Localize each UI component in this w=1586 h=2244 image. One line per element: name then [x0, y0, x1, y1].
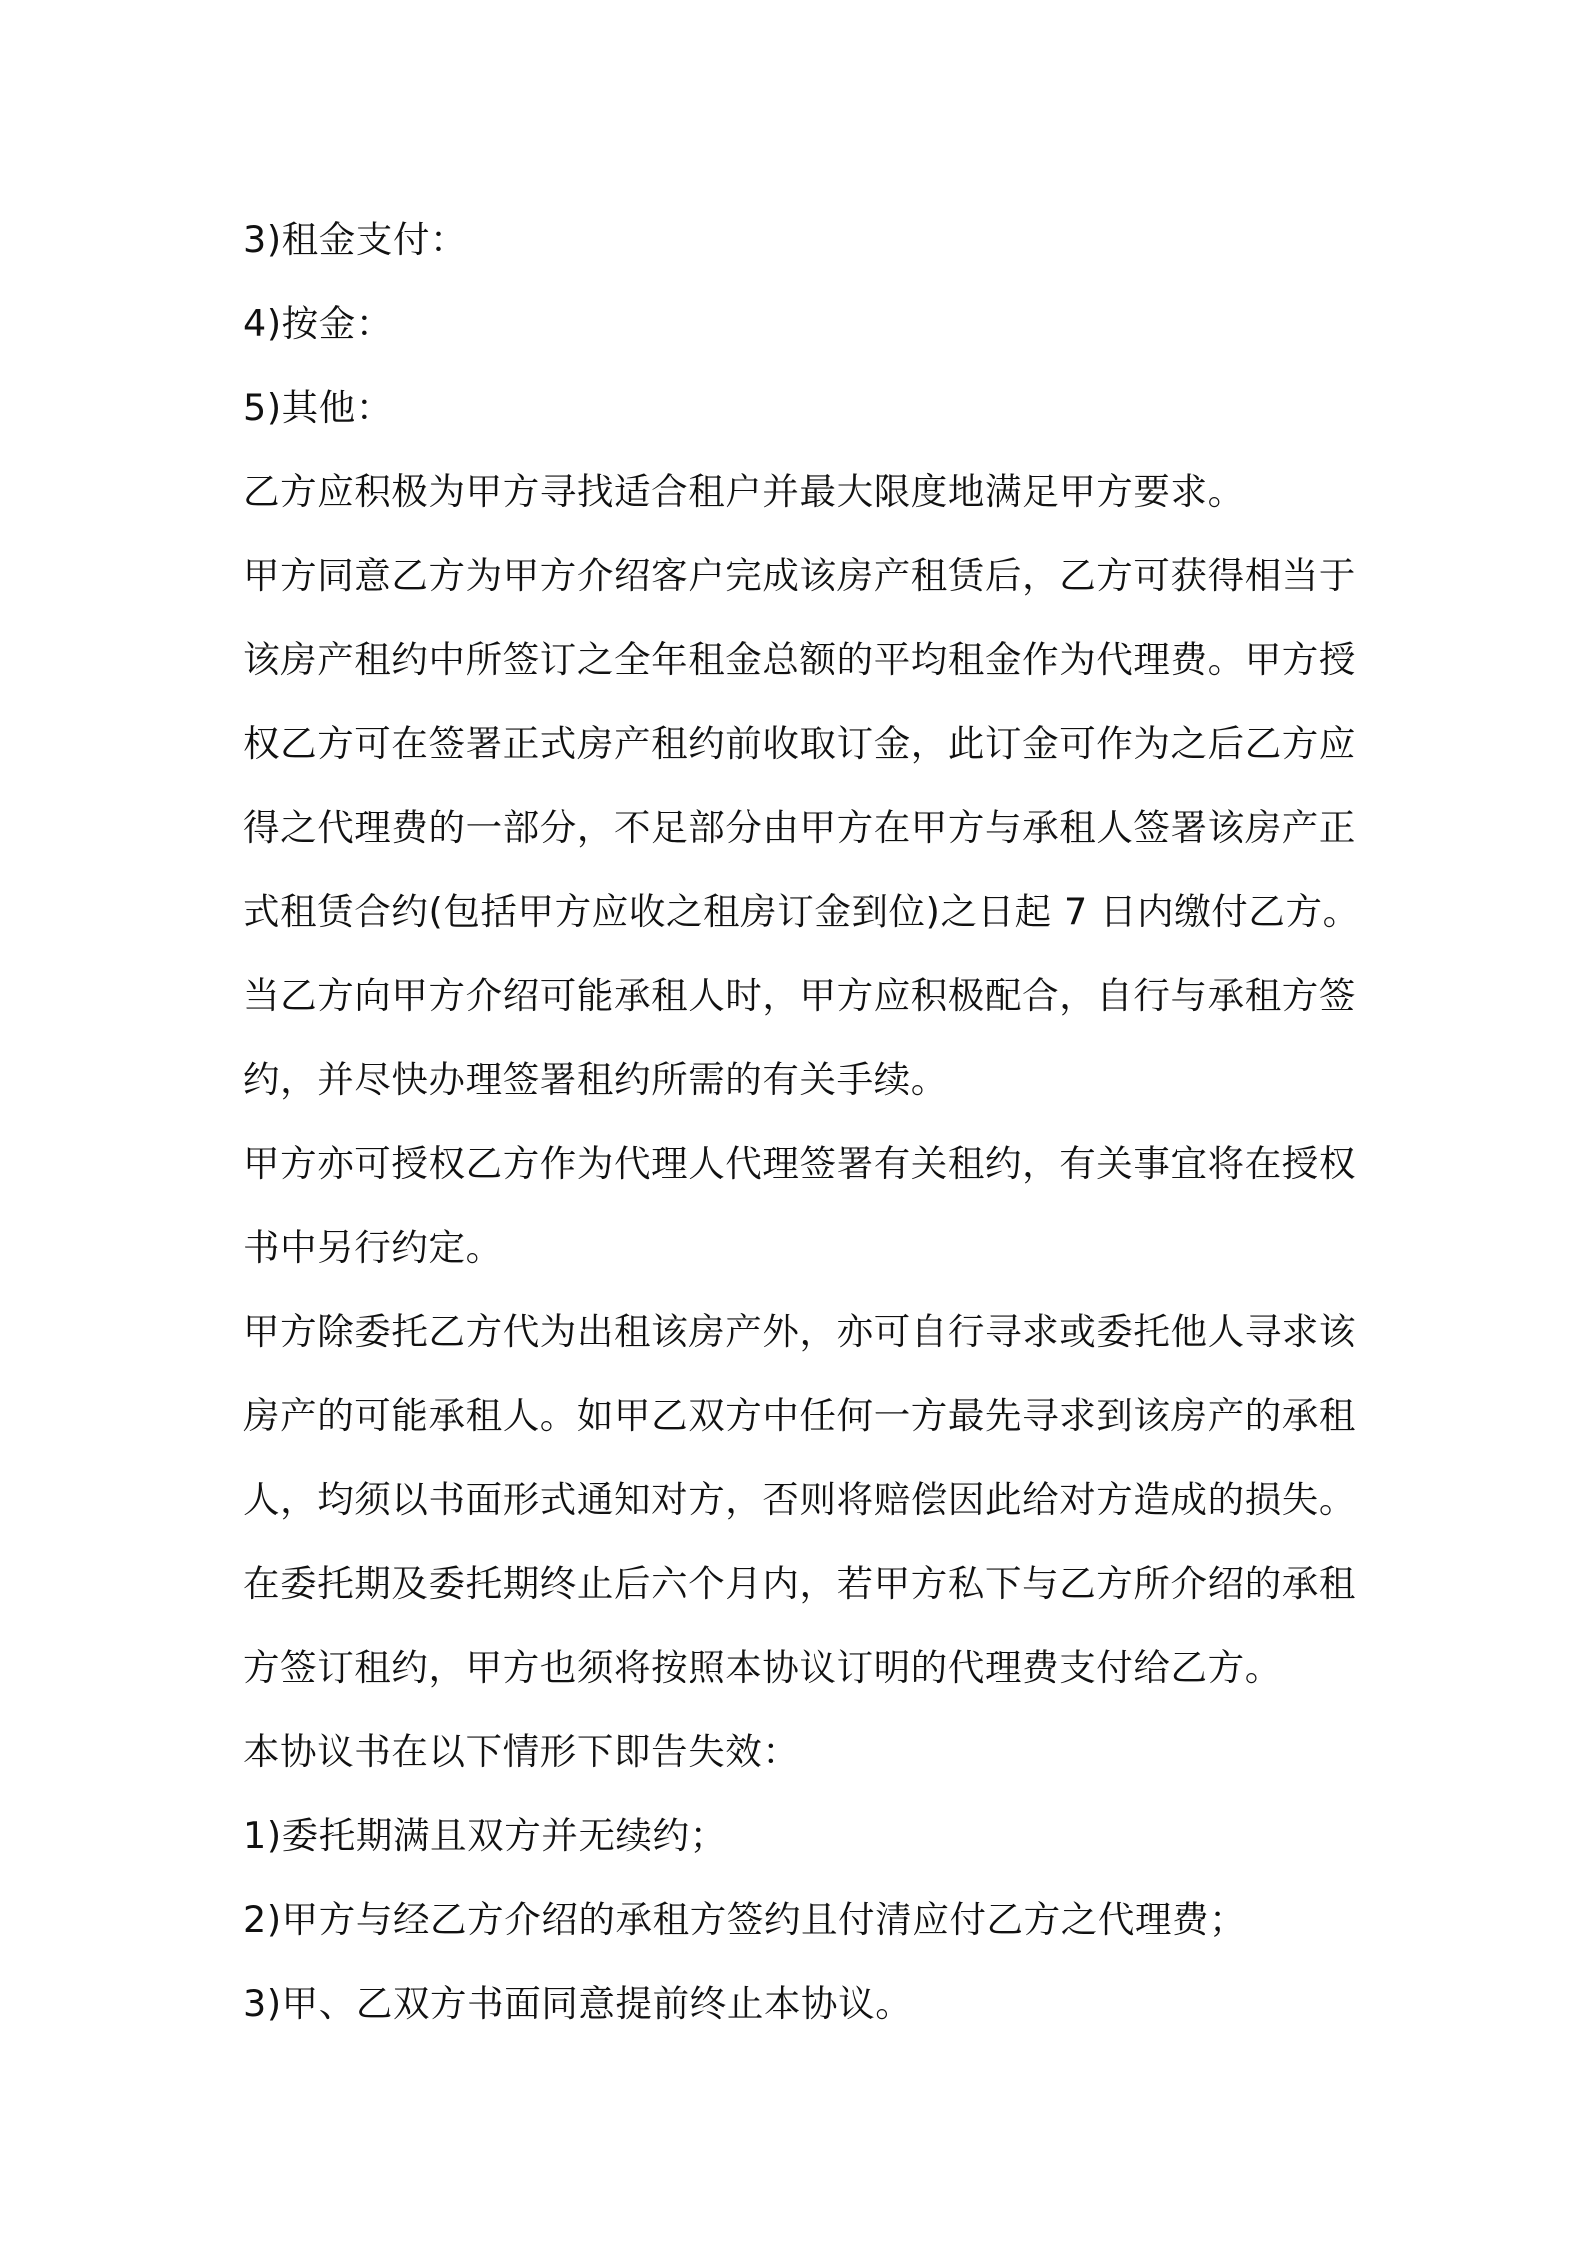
paragraph-self-search-line-2: 房产的可能承租人。如甲乙双方中任何一方最先寻求到该房产的承租 — [243, 1394, 1356, 1437]
paragraph-cooperation-line-1: 当乙方向甲方介绍可能承租人时，甲方应积极配合，自行与承租方签 — [243, 974, 1356, 1017]
paragraph-agency-fee-line-4: 得之代理费的一部分，不足部分由甲方在甲方与承租人签署该房产正 — [243, 806, 1356, 849]
document-body — [243, 198, 1358, 2046]
paragraph-termination-heading: 本协议书在以下情形下即告失效： — [243, 1730, 800, 1773]
termination-item-1: 1)委托期满且双方并无续约； — [243, 1814, 727, 1857]
termination-item-3: 3)甲、乙双方书面同意提前终止本协议。 — [243, 1982, 913, 2025]
paragraph-cooperation-line-2: 约，并尽快办理签署租约所需的有关手续。 — [243, 1058, 948, 1101]
paragraph-find-tenant: 乙方应积极为甲方寻找适合租户并最大限度地满足甲方要求。 — [243, 470, 1245, 513]
paragraph-authorization-line-1: 甲方亦可授权乙方作为代理人代理签署有关租约，有关事宜将在授权 — [243, 1142, 1356, 1185]
paragraph-authorization-line-2: 书中另行约定。 — [243, 1226, 503, 1269]
paragraph-agency-fee-line-5: 式租赁合约(包括甲方应收之租房订金到位)之日起 7 日内缴付乙方。 — [243, 890, 1360, 933]
paragraph-agency-fee-line-1: 甲方同意乙方为甲方介绍客户完成该房产租赁后，乙方可获得相当于 — [243, 554, 1356, 597]
paragraph-self-search-line-3: 人，均须以书面形式通知对方，否则将赔偿因此给对方造成的损失。 — [243, 1478, 1356, 1521]
clause-deposit: 4)按金： — [243, 302, 393, 345]
paragraph-agency-fee-line-2: 该房产租约中所签订之全年租金总额的平均租金作为代理费。甲方授 — [243, 638, 1356, 681]
paragraph-self-search-line-1: 甲方除委托乙方代为出租该房产外，亦可自行寻求或委托他人寻求该 — [243, 1310, 1356, 1353]
clause-rent-payment: 3)租金支付： — [243, 218, 468, 261]
paragraph-private-deal-line-1: 在委托期及委托期终止后六个月内，若甲方私下与乙方所介绍的承租 — [243, 1562, 1356, 1605]
clause-other: 5)其他： — [243, 386, 393, 429]
termination-item-2: 2)甲方与经乙方介绍的承租方签约且付清应付乙方之代理费； — [243, 1898, 1247, 1941]
paragraph-private-deal-line-2: 方签订租约，甲方也须将按照本协议订明的代理费支付给乙方。 — [243, 1646, 1282, 1689]
paragraph-agency-fee-line-3: 权乙方可在签署正式房产租约前收取订金，此订金可作为之后乙方应 — [243, 722, 1356, 765]
